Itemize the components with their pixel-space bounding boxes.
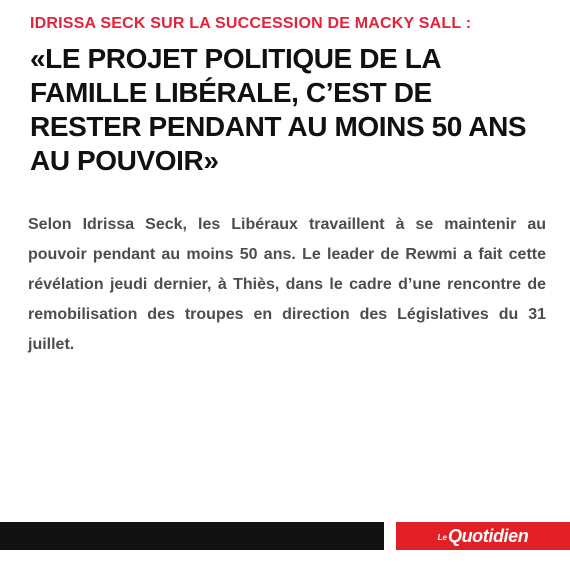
footer-black-bar	[0, 522, 384, 550]
le-quotidien-logo	[438, 527, 529, 545]
logo-prefix: Le	[437, 533, 447, 542]
logo-name: Quotidien	[447, 526, 529, 546]
article-headline: «LE PROJET POLITIQUE DE LA FAMILLE LIBÉRALE, C’EST DE RESTER PENDANT AU MOINS 50 ANS AU POUVOIR»	[30, 43, 527, 176]
article-kicker: IDRISSA SECK SUR LA SUCCESSION DE MACKY SALL :	[30, 15, 472, 32]
article-body: Selon Idrissa Seck, les Libéraux travaillent à se maintenir au pouvoir pendant au moins 50 ans. Le leader de Rewmi a fait cette révélation jeudi dernier, à Thiès, dans le cadre d’une rencontre de remobilisation des troupes en direction des Législatives du 31 juillet.	[28, 216, 546, 353]
footer-red-bar	[396, 522, 570, 550]
